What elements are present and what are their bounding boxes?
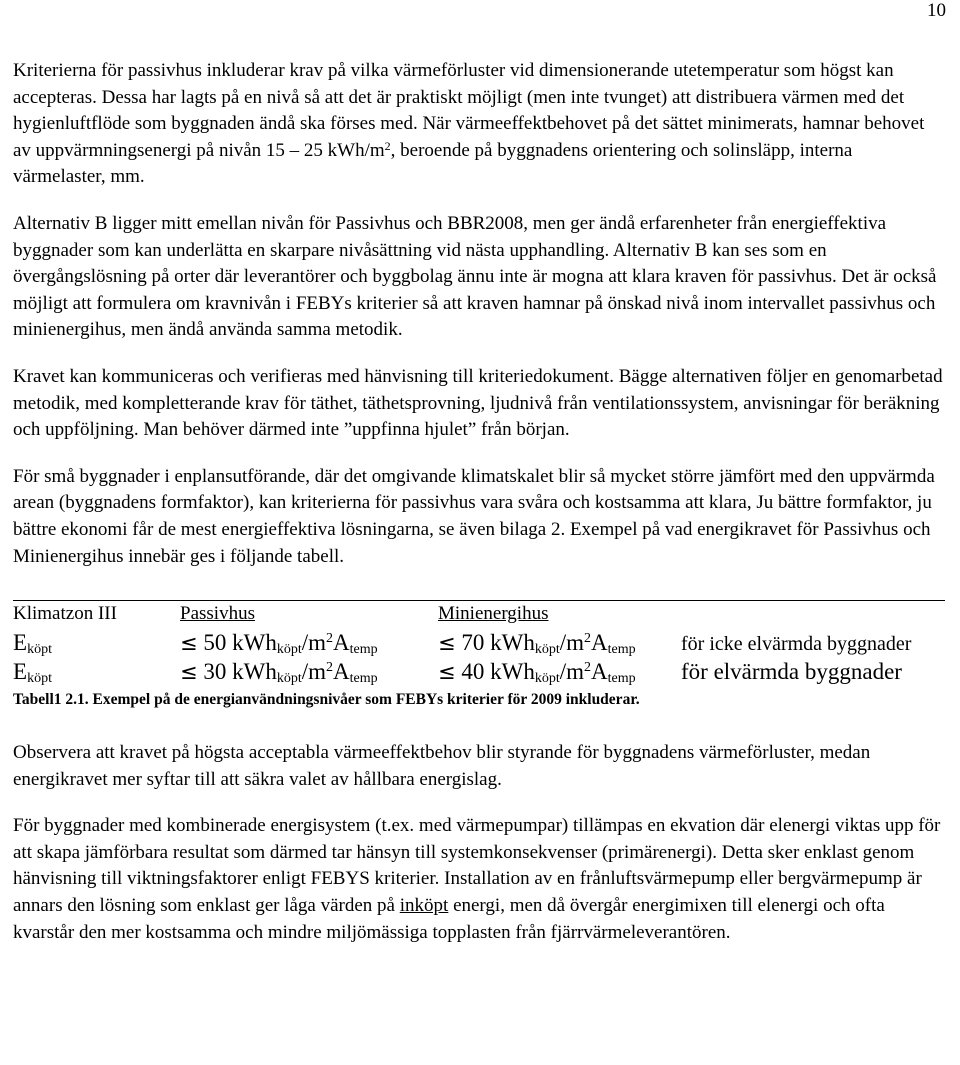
less-equal-symbol: ≤ xyxy=(180,631,198,656)
cell-description: för icke elvärmda byggnader xyxy=(681,633,912,656)
paragraph-text-tail: energi, men då övergår energimixen till elenergi och ofta kvarstår den mer kostsamma och mindre miljömässiga topplasten från fjärrvärmeleverantören. xyxy=(13,895,885,943)
cell-e-kopt: $E_{köpt}$ xyxy=(13,630,52,658)
header-passivhus: Passivhus xyxy=(180,603,255,625)
paragraph-alternativ-b: Alternativ B ligger mitt emellan nivån för Passivhus och BBR2008, men ger ändå erfarenheter från energieffektiva byggnader som kan underlätta en skarpare nivåsättning vid nästa upphandling. Alternativ B kan ses som en övergångslösning på orter där leverantörer och byggbolag ännu inte är mogna att klara kraven för passivhus. Det är också möjligt att formulera om kravnivån i FEBYs kriterier så att kraven hamnar på önskad nivå inom intervallet passivhus och minienergihus, men ändå använda samma metodik. xyxy=(13,212,937,341)
paragraph-kravet: Kravet kan kommuniceras och verifieras med hänvisning till kriteriedokument. Bägge alternativen följer en genomarbetad metodik, med kompletterande krav för täthet, täthetsprovning, ljudnivå från ventilationssystem, anvisningar för beräkning och uppföljning. Man behöver därmed inte ”uppfinna hjulet” från början. xyxy=(13,365,943,441)
superscript: 2 xyxy=(384,138,391,153)
cell-passiv-value: ≤ 50 $kWh_{köpt}/m^2A_{temp}$ xyxy=(180,630,378,658)
less-equal-symbol: ≤ xyxy=(438,660,456,685)
paragraph-kombinerade-energisystem xyxy=(13,813,945,946)
cell-passiv-value: ≤ 30 $kWh_{köpt}/m^2A_{temp}$ xyxy=(180,659,378,687)
header-minienergihus: Minienergihus xyxy=(438,603,549,625)
table-caption: Tabell1 2.1. Exempel på de energianvändningsnivåer som FEBYs kriterier för 2009 inkluderar. xyxy=(13,691,640,709)
energy-table-container xyxy=(13,600,945,710)
underlined-word: inköpt xyxy=(399,895,449,917)
paragraph-text: För byggnader med kombinerade energisystem (t.ex. med värmepumpar) tillämpas en ekvation där elenergi viktas upp för att skapa jämförbara resultat som därmed tar hänsyn till systemkonsekvenser (primärenergi). Detta sker enklast genom hänvisning till viktningsfaktorer enligt FEBYS kriterier. Installation av en frånluftsvärmepump eller bergvärmepump är annars den lösning som enklast ger låga värden på xyxy=(13,815,941,917)
paragraph-sma-byggnader: För små byggnader i enplansutförande, där det omgivande klimatskalet blir så mycket större jämfört med den uppvärmda arean (byggnadens formfaktor), kan kriterierna för passivhus vara svåra och kostsamma att klara, Ju bättre formfaktor, ju bättre ekonomi får de mest energieffektiva lösningarna, se även bilaga 2. Exempel på vad energikravet för Passivhus och Minienergihus innebär ges i följande tabell. xyxy=(13,465,935,567)
table-header-row xyxy=(13,603,911,630)
cell-e-kopt: $E_{köpt}$ xyxy=(13,659,52,687)
table-row xyxy=(13,630,911,659)
cell-description: för elvärmda byggnader xyxy=(681,659,902,685)
header-zone: Klimatzon III xyxy=(13,603,117,625)
table-row xyxy=(13,659,911,688)
paragraph-text-tail: , beroende på byggnadens orientering och solinsläpp, interna värmelaster, mm. xyxy=(13,139,853,188)
paragraph-observera: Observera att kravet på högsta acceptabla värmeeffektbehov blir styrande för byggnadens värmeförluster, medan energikravet mer syftar till att säkra valet av hållbara energislag. xyxy=(13,742,871,790)
less-equal-symbol: ≤ xyxy=(438,631,456,656)
document-body xyxy=(13,58,945,946)
cell-mini-value: ≤ 70 $kWh_{köpt}/m^2A_{temp}$ xyxy=(438,630,636,658)
page-number: 10 xyxy=(927,0,946,21)
paragraph-passivhus-criteria xyxy=(13,58,945,191)
energy-table xyxy=(13,603,911,688)
cell-mini-value: ≤ 40 $kWh_{köpt}/m^2A_{temp}$ xyxy=(438,659,636,687)
paragraph-text: Kriterierna för passivhus inkluderar krav på vilka värmeförluster vid dimensionerande utetemperatur som högst kan accepteras. Dessa har lagts på en nivå så att det är praktiskt möjligt (men inte tvunget) att distribuera värmen med det hygienluftflöde som byggnaden ändå ska förses med. När värmeeffektbehovet på det sättet minimerats, hamnar behovet av uppvärmningsenergi på nivån 15 – 25 kWh/m xyxy=(13,60,925,161)
less-equal-symbol: ≤ xyxy=(180,660,198,685)
